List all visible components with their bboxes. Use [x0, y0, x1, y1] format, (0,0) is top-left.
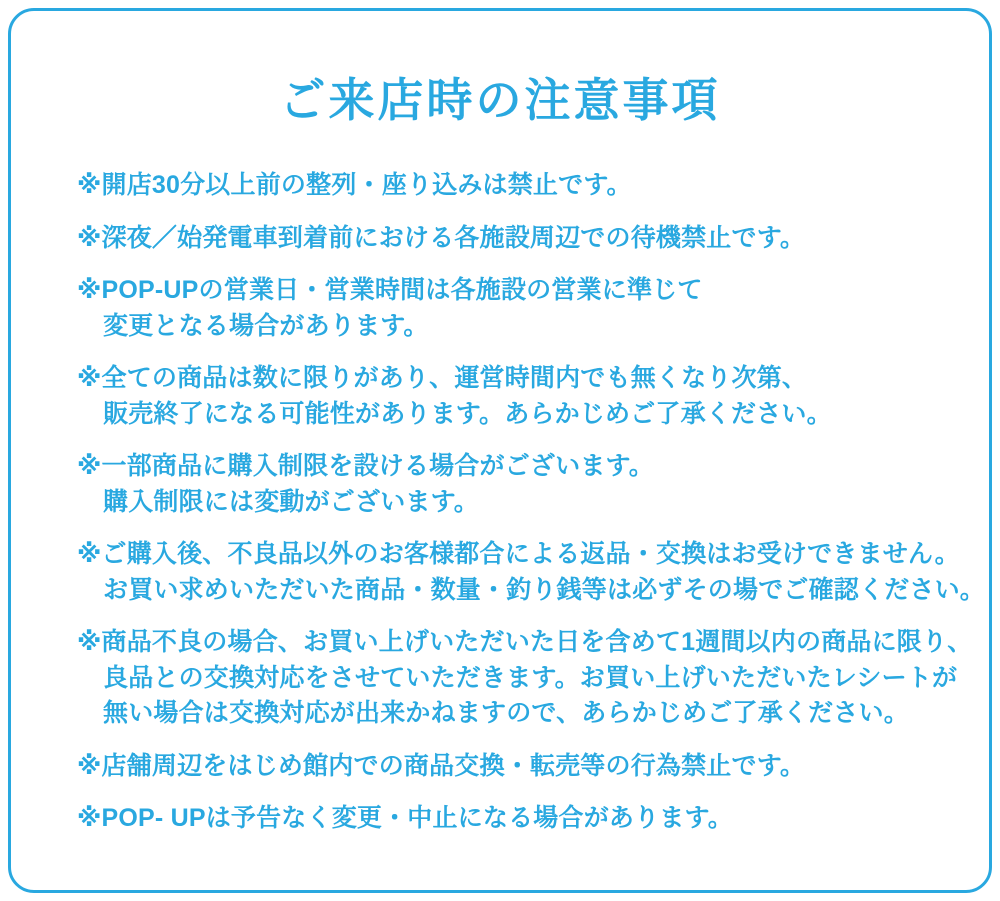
notice-line: ※ご購入後、不良品以外のお客様都合による返品・交換はお受けできません。 — [77, 540, 960, 569]
list-item — [77, 537, 986, 608]
notice-card — [8, 8, 992, 893]
notice-line: 販売終了になる可能性があります。あらかじめご了承ください。 — [103, 399, 832, 428]
list-item — [77, 168, 957, 204]
notice-line: 購入制限には変動がございます。 — [103, 487, 480, 516]
notice-line: ※POP- UPは予告なく変更・中止になる場合があります。 — [77, 804, 733, 833]
list-item — [77, 749, 957, 785]
notice-line: ※POP-UPの営業日・営業時間は各施設の営業に準じて — [77, 276, 703, 305]
notice-line: 無い場合は交換対応が出来かねますので、あらかじめご了承ください。 — [103, 699, 909, 728]
list-item — [77, 801, 957, 837]
notice-line: ※店舗周辺をはじめ館内での商品交換・転売等の行為禁止です。 — [77, 751, 806, 780]
notice-list — [77, 168, 986, 837]
list-item — [77, 361, 957, 432]
notice-line: ※商品不良の場合、お買い上げいただいた日を含めて1週間以内の商品に限り、 — [77, 628, 973, 657]
page-title: ご来店時の注意事項 — [279, 74, 721, 126]
list-item — [77, 625, 973, 732]
notice-line: ※全ての商品は数に限りがあり、運営時間内でも無くなり次第、 — [77, 364, 808, 393]
notice-line: 変更となる場合があります。 — [103, 311, 429, 340]
notice-line: 良品との交換対応をさせていただきます。お買い上げいただいたレシートが — [103, 663, 958, 692]
list-item — [77, 449, 957, 520]
list-item — [77, 273, 957, 344]
list-item — [77, 221, 957, 257]
notice-line: ※深夜／始発電車到着前における各施設周辺での待機禁止です。 — [77, 223, 806, 252]
notice-line: ※一部商品に購入制限を設ける場合がございます。 — [77, 452, 654, 481]
notice-line: ※開店30分以上前の整列・座り込みは禁止です。 — [77, 171, 632, 200]
notice-line: お買い求めいただいた商品・数量・釣り銭等は必ずその場でご確認ください。 — [103, 575, 986, 604]
